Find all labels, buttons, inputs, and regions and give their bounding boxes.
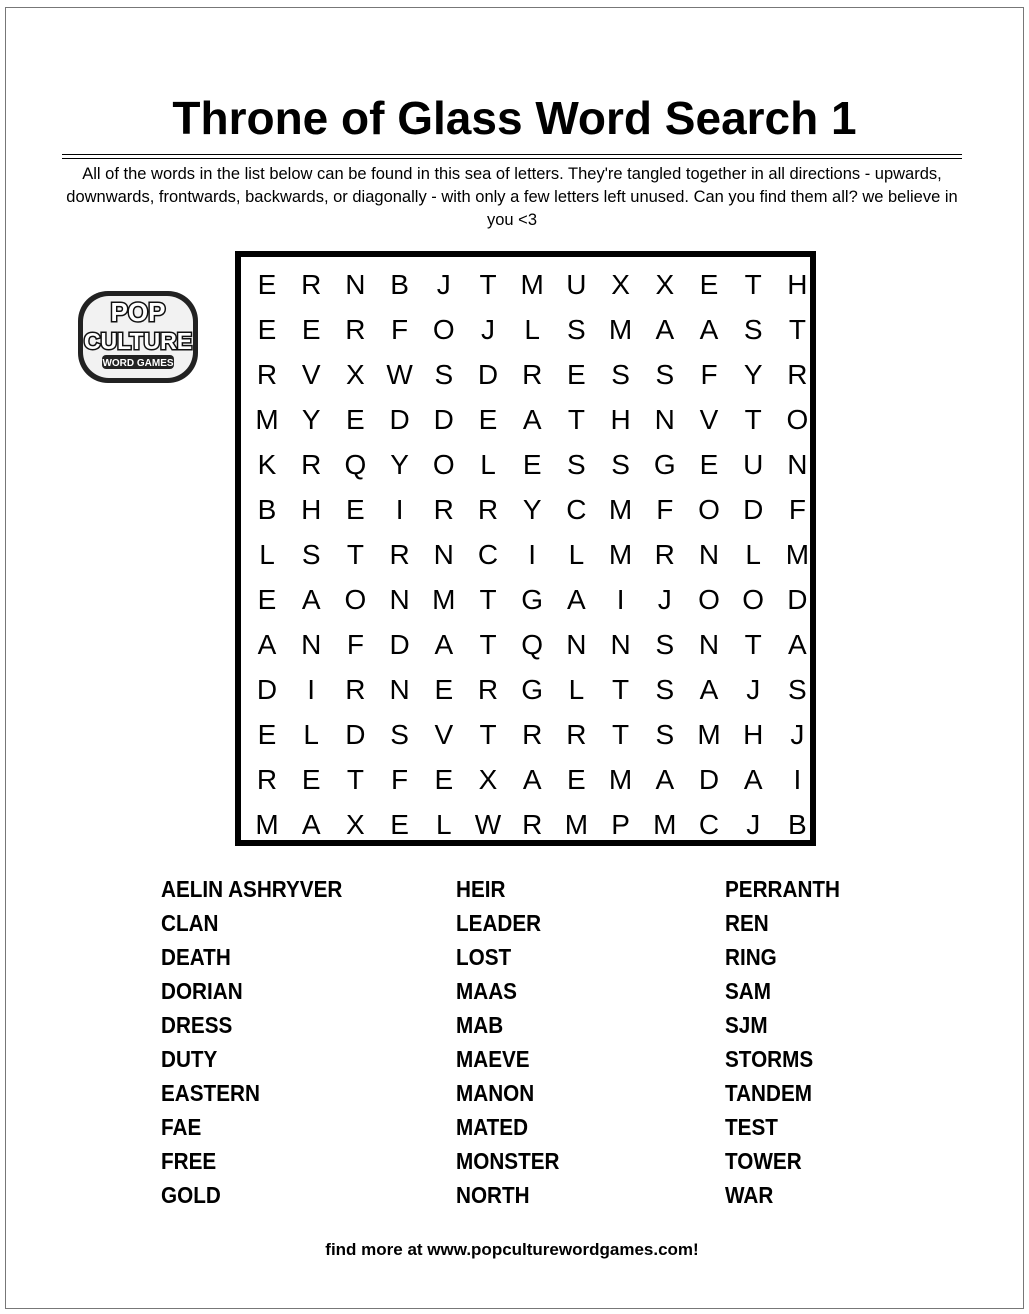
word-list-item: MAB <box>456 1012 504 1038</box>
grid-letter[interactable]: X <box>611 269 630 300</box>
grid-letter[interactable]: T <box>788 314 806 345</box>
letter-grid <box>235 251 816 846</box>
grid-letter[interactable]: J <box>481 314 495 345</box>
grid-letter[interactable]: M <box>697 719 721 750</box>
grid-letter[interactable]: N <box>389 674 410 705</box>
grid-letter[interactable]: O <box>698 494 720 525</box>
grid-letter[interactable]: A <box>567 584 586 615</box>
grid-letter[interactable]: E <box>522 449 542 480</box>
grid-letter[interactable]: O <box>432 449 455 480</box>
word-list-item: TANDEM <box>725 1080 813 1106</box>
grid-letter[interactable]: S <box>655 629 675 660</box>
word-list-item: GOLD <box>161 1182 221 1208</box>
grid-letter[interactable]: E <box>390 809 409 840</box>
grid-letter[interactable]: M <box>608 314 633 345</box>
grid-letter[interactable]: M <box>785 539 810 570</box>
grid-letter[interactable]: O <box>432 314 455 345</box>
grid-letter[interactable]: D <box>477 359 499 390</box>
grid-letter[interactable]: E <box>567 359 586 390</box>
grid-letter[interactable]: L <box>745 539 761 570</box>
grid-letter[interactable]: D <box>389 629 410 660</box>
word-list-item: REN <box>725 910 769 936</box>
grid-letter[interactable]: A <box>699 674 719 705</box>
grid-letter[interactable]: O <box>698 584 720 615</box>
grid-letter[interactable]: A <box>301 584 321 615</box>
grid-letter[interactable]: R <box>389 539 410 570</box>
logo-line-pop: POP <box>110 297 166 327</box>
grid-letter[interactable]: A <box>743 764 763 795</box>
logo-line-culture: CULTURE <box>83 328 193 354</box>
title-divider-top <box>62 154 962 155</box>
word-list-item: TEST <box>725 1114 778 1140</box>
grid-letter[interactable]: R <box>256 764 278 795</box>
grid-letter[interactable]: K <box>257 449 277 480</box>
grid-letter[interactable]: I <box>616 584 625 615</box>
grid-letter[interactable]: E <box>567 764 586 795</box>
grid-letter[interactable]: E <box>699 269 719 300</box>
grid-letter[interactable]: T <box>346 764 364 795</box>
grid-letter[interactable]: T <box>479 719 497 750</box>
grid-letter[interactable]: E <box>257 584 277 615</box>
grid-row <box>241 622 810 667</box>
grid-letter[interactable]: A <box>257 629 277 660</box>
instructions-text: All of the words in the list below can be found in this sea of letters. They're tangled together in all directions - upwards, downwards, frontwards, backwards, or diagonally - with only a few letters left unused. Can you find them all? we believe in you <3 <box>66 165 958 229</box>
grid-letter[interactable]: N <box>301 629 322 660</box>
grid-letter[interactable]: R <box>433 494 454 525</box>
grid-letter[interactable]: T <box>744 404 762 435</box>
grid-letter[interactable]: E <box>478 404 498 435</box>
grid-letter[interactable]: T <box>346 539 364 570</box>
grid-letter[interactable]: T <box>744 629 762 660</box>
footer-link-text: find more at www.popculturewordgames.com! <box>325 1240 699 1259</box>
grid-letter[interactable]: O <box>344 584 367 615</box>
word-list-item: SJM <box>725 1012 768 1038</box>
grid-letter[interactable]: C <box>477 539 499 570</box>
grid-letter[interactable]: S <box>434 359 454 390</box>
grid-row <box>241 262 810 307</box>
grid-letter[interactable]: Q <box>521 629 544 660</box>
grid-letter[interactable]: A <box>655 314 675 345</box>
grid-letter[interactable]: F <box>346 629 364 660</box>
grid-letter[interactable]: R <box>477 494 499 525</box>
grid-letter[interactable]: L <box>568 674 585 705</box>
grid-letter[interactable]: X <box>346 359 365 390</box>
grid-letter[interactable]: R <box>477 674 499 705</box>
word-list-item: DRESS <box>161 1012 233 1038</box>
grid-letter[interactable]: B <box>257 494 277 525</box>
grid-letter[interactable]: G <box>521 674 544 705</box>
grid-letter[interactable]: U <box>743 449 764 480</box>
grid-letter[interactable]: E <box>346 494 365 525</box>
grid-letter[interactable]: C <box>698 809 720 840</box>
grid-letter[interactable]: N <box>698 539 720 570</box>
grid-letter[interactable]: E <box>434 674 454 705</box>
grid-letter[interactable]: J <box>436 269 451 300</box>
grid-letter[interactable]: S <box>611 449 630 480</box>
grid-row <box>241 667 810 712</box>
grid-row <box>241 442 810 487</box>
grid-letter[interactable]: M <box>608 494 633 525</box>
grid-letter[interactable]: E <box>346 404 365 435</box>
word-list-item: MATED <box>456 1114 529 1140</box>
grid-letter[interactable]: V <box>699 404 719 435</box>
grid-letter[interactable]: R <box>787 359 808 390</box>
grid-letter[interactable]: S <box>743 314 763 345</box>
grid-letter[interactable]: X <box>655 269 675 300</box>
grid-letter[interactable]: N <box>345 269 366 300</box>
grid-letter[interactable]: A <box>301 809 321 840</box>
word-list-item: DORIAN <box>161 978 243 1004</box>
word-list-item: PERRANTH <box>725 876 841 902</box>
grid-letter[interactable]: T <box>612 719 630 750</box>
grid-letter[interactable]: M <box>255 404 279 435</box>
word-list-item: MANON <box>456 1080 535 1106</box>
grid-letter[interactable]: G <box>653 449 676 480</box>
grid-letter[interactable]: N <box>698 629 720 660</box>
grid-letter[interactable]: I <box>528 539 537 570</box>
grid-letter[interactable]: D <box>345 719 366 750</box>
word-list-item: FREE <box>161 1148 217 1174</box>
grid-letter[interactable]: M <box>608 539 633 570</box>
grid-letter[interactable]: S <box>390 719 409 750</box>
grid-letter[interactable]: S <box>567 314 586 345</box>
grid-letter[interactable]: I <box>395 494 404 525</box>
grid-letter[interactable]: B <box>788 809 807 840</box>
grid-row <box>241 487 810 532</box>
grid-letter[interactable]: Y <box>301 404 321 435</box>
grid-letter[interactable]: R <box>566 719 587 750</box>
grid-letter[interactable]: H <box>301 494 322 525</box>
grid-row <box>241 397 810 442</box>
word-list-item: DUTY <box>161 1046 218 1072</box>
word-list-item: DEATH <box>161 944 231 970</box>
title-divider-bottom <box>62 158 962 159</box>
word-list-item: MONSTER <box>456 1148 560 1174</box>
grid-letter[interactable]: N <box>654 404 675 435</box>
grid-letter[interactable]: P <box>611 809 630 840</box>
grid-letter[interactable]: M <box>255 809 279 840</box>
grid-letter[interactable]: L <box>524 314 540 345</box>
grid-letter[interactable]: R <box>522 719 543 750</box>
grid-letter[interactable]: A <box>655 764 675 795</box>
grid-letter[interactable]: V <box>301 359 321 390</box>
grid-letter[interactable]: E <box>257 314 277 345</box>
word-list-item: STORMS <box>725 1046 814 1072</box>
grid-letter[interactable]: T <box>479 269 497 300</box>
grid-letter[interactable]: N <box>389 584 410 615</box>
grid-letter[interactable]: I <box>307 674 316 705</box>
grid-letter[interactable]: R <box>522 809 543 840</box>
grid-letter[interactable]: A <box>434 629 454 660</box>
grid-letter[interactable]: E <box>257 719 277 750</box>
grid-letter[interactable]: D <box>743 494 764 525</box>
grid-letter[interactable]: N <box>566 629 587 660</box>
grid-letter[interactable]: C <box>566 494 587 525</box>
grid-letter[interactable]: S <box>567 449 586 480</box>
grid-letter[interactable]: W <box>386 359 413 390</box>
grid-letter[interactable]: A <box>699 314 719 345</box>
grid-letter[interactable]: F <box>391 314 409 345</box>
word-list-item: CLAN <box>161 910 219 936</box>
grid-letter[interactable]: L <box>568 539 585 570</box>
grid-letter[interactable]: A <box>522 404 542 435</box>
grid-letter[interactable]: R <box>345 314 366 345</box>
grid-letter[interactable]: M <box>520 269 544 300</box>
grid-letter[interactable]: D <box>787 584 808 615</box>
grid-letter[interactable]: R <box>301 449 322 480</box>
grid-letter[interactable]: M <box>432 584 456 615</box>
grid-letter[interactable]: D <box>698 764 720 795</box>
grid-letter[interactable]: T <box>567 404 585 435</box>
grid-letter[interactable]: T <box>612 674 630 705</box>
grid-letter[interactable]: H <box>787 269 808 300</box>
grid-letter[interactable]: J <box>746 674 761 705</box>
grid-letter[interactable]: T <box>744 269 762 300</box>
grid-letter[interactable]: S <box>655 674 675 705</box>
grid-letter[interactable]: R <box>256 359 278 390</box>
grid-row <box>241 802 810 847</box>
grid-letter[interactable]: E <box>301 764 321 795</box>
word-list-item: HEIR <box>456 876 506 902</box>
grid-letter[interactable]: X <box>478 764 498 795</box>
word-list-item: TOWER <box>725 1148 802 1174</box>
word-list-item: LOST <box>456 944 512 970</box>
word-list-item: SAM <box>725 978 772 1004</box>
grid-letter[interactable]: T <box>479 584 497 615</box>
page-title: Throne of Glass Word Search 1 <box>172 92 857 144</box>
grid-letter[interactable]: R <box>654 539 675 570</box>
grid-letter[interactable]: I <box>793 764 802 795</box>
grid-letter[interactable]: N <box>433 539 454 570</box>
pop-culture-logo <box>74 285 202 389</box>
logo-line-word-games: WORD GAMES <box>102 358 174 369</box>
grid-letter[interactable]: H <box>610 404 631 435</box>
grid-letter[interactable]: E <box>301 314 321 345</box>
grid-letter[interactable]: N <box>610 629 631 660</box>
grid-letter[interactable]: A <box>788 629 807 660</box>
grid-letter[interactable]: S <box>611 359 630 390</box>
grid-letter[interactable]: V <box>434 719 454 750</box>
grid-row <box>241 307 810 352</box>
grid-letter[interactable]: S <box>655 719 675 750</box>
grid-letter[interactable]: Y <box>522 494 542 525</box>
grid-letter[interactable]: J <box>746 809 761 840</box>
grid-letter[interactable]: F <box>391 764 409 795</box>
grid-letter[interactable]: M <box>653 809 677 840</box>
grid-letter[interactable]: M <box>564 809 589 840</box>
grid-letter[interactable]: Q <box>344 449 367 480</box>
grid-letter[interactable]: L <box>259 539 275 570</box>
grid-letter[interactable]: F <box>788 494 806 525</box>
logo-graphic <box>74 285 202 389</box>
grid-letter[interactable]: L <box>480 449 496 480</box>
grid-letter[interactable]: Y <box>390 449 409 480</box>
grid-row <box>241 352 810 397</box>
word-list-item: NORTH <box>456 1182 530 1208</box>
word-list-item: RING <box>725 944 777 970</box>
grid-row <box>241 532 810 577</box>
grid-letter[interactable]: R <box>301 269 322 300</box>
grid-letter[interactable]: Y <box>743 359 763 390</box>
grid-row <box>241 757 810 802</box>
grid-letter[interactable]: B <box>390 269 409 300</box>
grid-letter[interactable]: J <box>790 719 805 750</box>
word-list-item: AELIN ASHRYVER <box>161 876 343 902</box>
grid-letter[interactable]: N <box>787 449 808 480</box>
grid-letter[interactable]: R <box>345 674 366 705</box>
grid-letter[interactable]: O <box>742 584 765 615</box>
word-list-item: EASTERN <box>161 1080 260 1106</box>
grid-letter[interactable]: S <box>301 539 321 570</box>
grid-letter[interactable]: E <box>257 269 277 300</box>
word-list-item: LEADER <box>456 910 542 936</box>
grid-letter[interactable]: S <box>788 674 807 705</box>
word-list-item: MAAS <box>456 978 517 1004</box>
grid-letter[interactable]: W <box>474 809 502 840</box>
grid-letter[interactable]: J <box>657 584 672 615</box>
grid-letter[interactable]: D <box>433 404 454 435</box>
grid-letter[interactable]: F <box>656 494 674 525</box>
grid-letter[interactable]: A <box>522 764 542 795</box>
grid-letter[interactable]: T <box>479 629 497 660</box>
grid-letter[interactable]: X <box>346 809 365 840</box>
grid-letter[interactable]: D <box>389 404 410 435</box>
grid-letter[interactable]: E <box>699 449 719 480</box>
grid-row <box>241 712 810 757</box>
grid-letter[interactable]: U <box>566 269 587 300</box>
word-list-item: WAR <box>725 1182 774 1208</box>
grid-letter[interactable]: L <box>436 809 452 840</box>
grid-letter[interactable]: H <box>743 719 764 750</box>
grid-letter[interactable]: D <box>256 674 278 705</box>
grid-row <box>241 577 810 622</box>
grid-letter[interactable]: S <box>655 359 675 390</box>
grid-letter[interactable]: L <box>303 719 319 750</box>
word-list-item: MAEVE <box>456 1046 530 1072</box>
grid-letter[interactable]: O <box>786 404 809 435</box>
grid-letter[interactable]: E <box>434 764 454 795</box>
word-list-item: FAE <box>161 1114 202 1140</box>
grid-letter[interactable]: G <box>521 584 544 615</box>
grid-letter[interactable]: F <box>700 359 718 390</box>
grid-letter[interactable]: R <box>522 359 543 390</box>
grid-letter[interactable]: M <box>608 764 633 795</box>
